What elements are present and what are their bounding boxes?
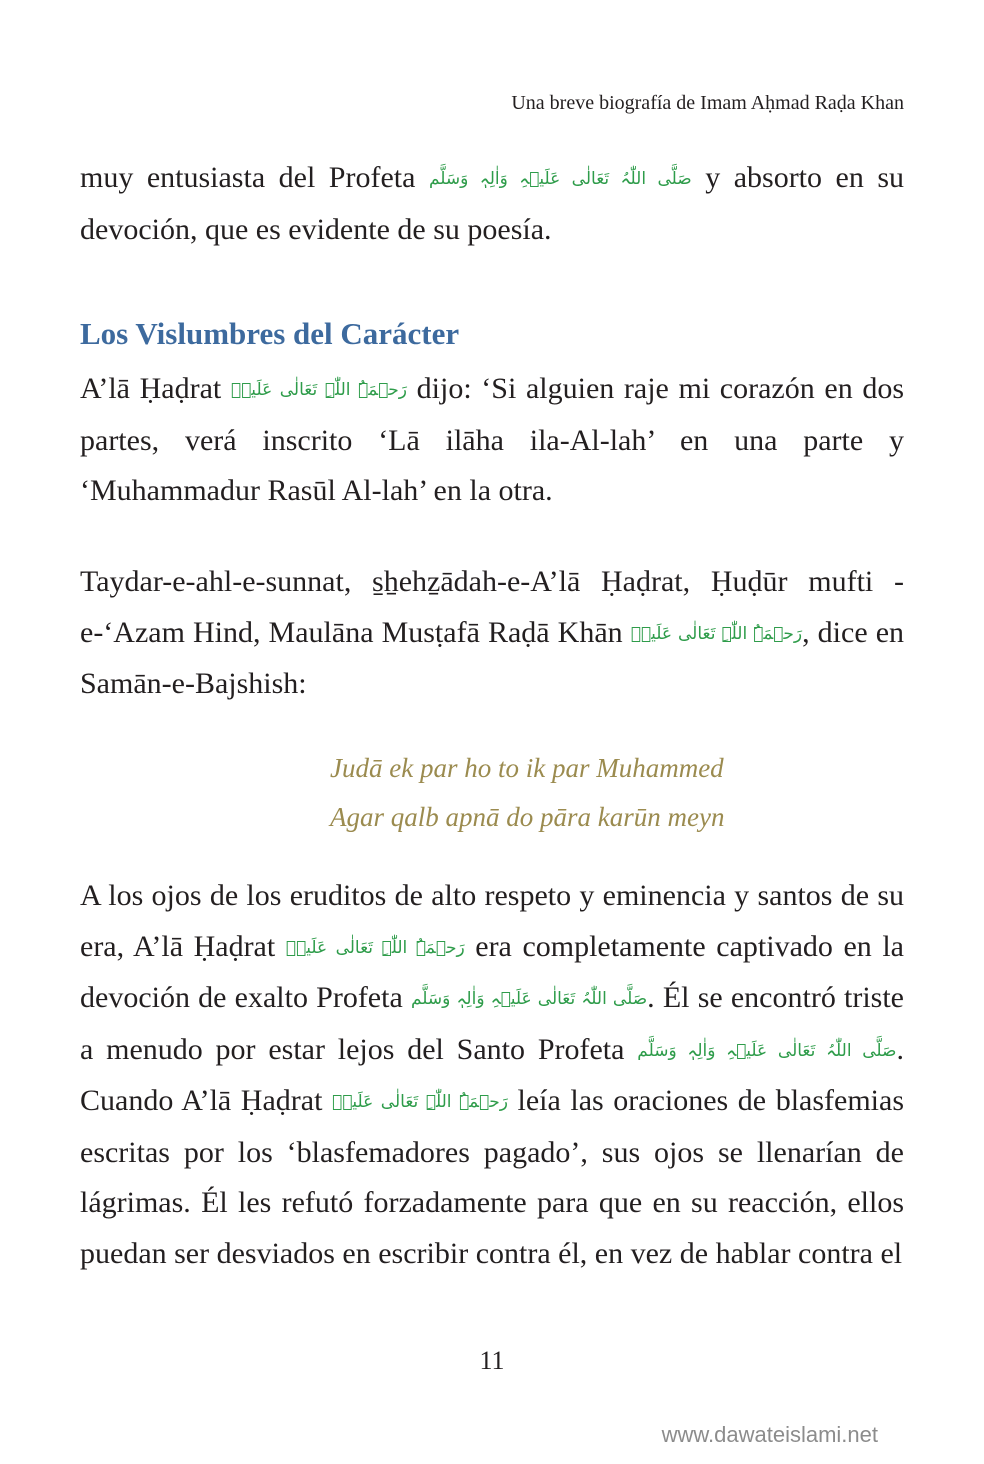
paragraph-3-text-b: , dice en Samān-e-Bajshish: [80,615,905,700]
paragraph-4-text-b: era completamente captivado en la devoción de exalto Profeta [80,929,904,1014]
section-heading: Los Vislumbres del Carácter [80,316,460,351]
paragraph-3 [80,557,904,710]
paragraph-4-text-c: . Él se encontró triste a menudo por estar lejos del Santo Profeta [80,981,904,1066]
honorific-rahmah: رَحۡمَۃُ اللّٰہِ تَعَالٰی عَلَیۡہ [285,937,465,958]
running-header: Una breve biografía de Imam Aḥmad Raḍa Khan [511,92,904,114]
honorific-salla: صَلَّی اللّٰہُ تَعَالٰی عَلَیۡہِ وَاٰلِہٖ وَسَلَّم [637,1040,897,1061]
honorific-rahmah: رَحۡمَۃُ اللّٰہِ تَعَالٰی عَلَیۡہ [332,1092,508,1112]
honorific-rahmah: رَحۡمَۃُ اللّٰہِ تَعَالٰی عَلَیۡہ [630,623,803,644]
honorific-salla: صَلَّی اللّٰہُ تَعَالٰی عَلَیۡہِ وَاٰلِہٖ وَسَلَّم [428,169,692,189]
paragraph-2 [80,364,904,517]
honorific-salla: صَلَّی اللّٰہُ تَعَالٰی عَلَیۡہِ وَاٰلِہٖ وَسَلَّم [410,989,648,1009]
paragraph-4-text-a: A los ojos de los eruditos de alto respeto y eminencia y santos de su era, A’lā Ḥaḍrat [80,879,904,963]
paragraph-4-text-e: leía las oraciones de blasfemias escritas por los ‘blasfemadores pagado’, sus ojos se llenarían de lágrimas. Él les refutó forzadamente para que en su reacción, ellos puedan ser desviados en escribir contra él, en vez de hablar contra el [80,1084,904,1270]
paragraph-2-text-a: A’lā Ḥaḍrat [80,372,222,405]
paragraph-2-text-b: dijo: ‘Si alguien raje mi corazón en dos partes, verá inscrito ‘Lā ilāha ila-Al-lah’ en una parte y ‘Muhammadur Rasūl Al-lah’ en la otra. [80,372,905,507]
verse-line-1: Judā ek par ho to ik par Muhammed [330,753,724,783]
verse-line-2: Agar qalb apnā do pāra karūn meyn [330,802,725,832]
paragraph-1-text-b: y absorto en su devoción, que es evidente de su poesía. [80,161,905,246]
page-number: 11 [479,1346,505,1375]
website-watermark: www.dawateislami.net [661,1422,878,1447]
paragraph-1-text-a: muy entusiasta del Profeta [80,161,416,194]
paragraph-3-text-a: Taydar-e-ahl-e-sunnat, s̱ẖehẕādah-e-A’lā Ḥaḍrat, Ḥuḍūr mufti -e-‘Azam Hind, Maulāna Musṭafā Raḍā Khān [80,565,904,649]
paragraph-4 [80,871,904,1279]
paragraph-4-text-d: . Cuando A’lā Ḥaḍrat [80,1032,904,1117]
paragraph-1 [80,153,904,255]
honorific-rahmah: رَحۡمَۃُ اللّٰہِ تَعَالٰی عَلَیۡہ [230,380,407,400]
